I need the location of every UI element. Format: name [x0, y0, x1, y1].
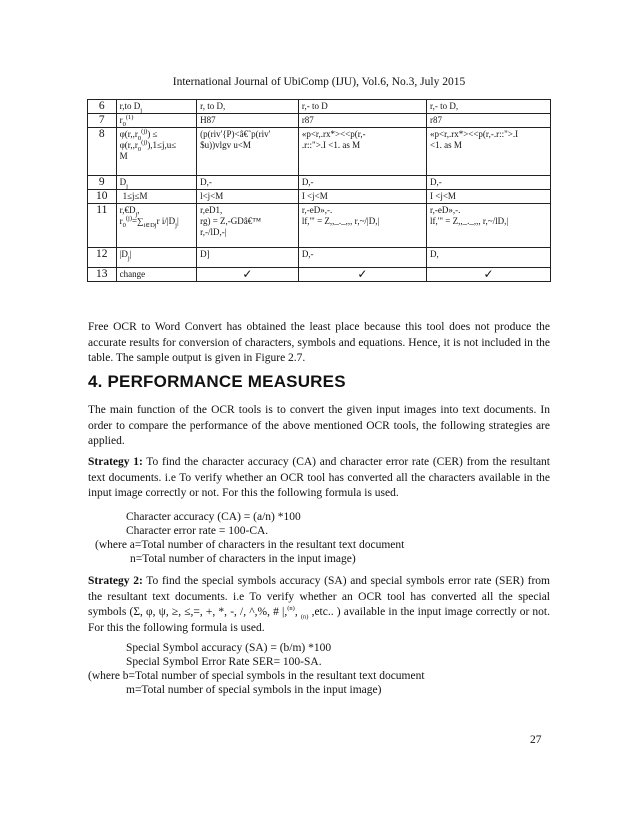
table-cell: r,-eD»,-. lf,'" = Z,,_._,,, r,~/lD,| [427, 204, 551, 248]
check-icon: ✓ [427, 268, 551, 282]
paragraph-free-ocr: Free OCR to Word Convert has obtained the least place because this tool does not produce the accurate results for conversion of characters, symbols and equations. Hence, it is not included in the table. The sample output is given in Figure 2.7. [88, 321, 550, 364]
journal-header: International Journal of UbiComp (IJU), Vol.6, No.3, July 2015 [172, 76, 466, 88]
table-cell: change [116, 268, 197, 282]
strategy-2-label: Strategy 2: [88, 575, 143, 587]
table-row [88, 176, 551, 190]
table-cell: $r_0^{(1)}$ [116, 114, 197, 128]
where-clause-n: n=Total number of characters in the input image) [130, 553, 356, 565]
table-cell: D,- [298, 176, 426, 190]
table-cell: D,- [298, 248, 426, 268]
formula-character-error-rate: Character error rate = 100-CA. [126, 525, 269, 537]
check-icon: ✓ [197, 268, 299, 282]
paragraph-intro: The main function of the OCR tools is to convert the given input images into text documents. In order to compare the performance of the above mentioned OCR tools, the following strategies are applied. [88, 404, 550, 447]
row-number: 7 [88, 114, 117, 128]
table-cell: D,- [427, 176, 551, 190]
table-cell: r,to $D_j$ [116, 100, 197, 114]
row-number: 12 [88, 248, 117, 268]
table-row [88, 128, 551, 176]
table-cell: D,- [197, 176, 299, 190]
formula-symbol-accuracy: Special Symbol accuracy (SA) = (b/m) *100 [126, 642, 332, 654]
table-cell: «p<r,.rx*><<p(r,- .r::">.I <1. as M [298, 128, 426, 176]
where-clause-m: m=Total number of special symbols in the input image) [126, 684, 382, 696]
table-row [88, 268, 551, 282]
table-cell: r87 [298, 114, 426, 128]
table-cell: I <j<M [427, 190, 551, 204]
row-number: 9 [88, 176, 117, 190]
table-cell: $|D_j|$ [116, 248, 197, 268]
table-cell: «p<r,.rx*><<p(r,-.r::">.I <1. as M [427, 128, 551, 176]
where-clause-a: (where a=Total number of characters in the resultant text document [95, 539, 405, 551]
table-cell: r,-eD»,-. lf,'" = Z,,_._,,, r,~/|D,| [298, 204, 426, 248]
table-row [88, 190, 551, 204]
table-cell: D] [197, 248, 299, 268]
table-cell: r,- to D, [427, 100, 551, 114]
where-clause-b: (where b=Total number of special symbols in the resultant text document [88, 670, 425, 682]
table-cell: $D_j$ [116, 176, 197, 190]
table-cell: r,- to D [298, 100, 426, 114]
formula-character-accuracy: Character accuracy (CA) = (a/n) *100 [126, 511, 301, 523]
table-row [88, 100, 551, 114]
table-cell: $\varphi(r,,r_0^{(j)})$ ≤ $\varphi(r,,r_0^{(j)}),1\le j,u\le$ M [116, 128, 197, 176]
table-cell: (p(riv'{P)<â€˜p(riv' $u))vlgv u<M [197, 128, 299, 176]
table-row [88, 114, 551, 128]
table-cell: r87 [427, 114, 551, 128]
formula-symbol-error-rate: Special Symbol Error Rate SER= 100-SA. [126, 656, 322, 668]
table-cell: 1≤j≤M [116, 190, 197, 204]
table-cell: $r,€D_j$, $r_0^{(j)}=\sum_{i\in Dj}r$ $i/|D_j|$ [116, 204, 197, 248]
check-icon: ✓ [298, 268, 426, 282]
table-cell: l<j<M [197, 190, 299, 204]
table-cell: D, [427, 248, 551, 268]
ocr-comparison-table [87, 99, 551, 282]
table-cell: r,eD1, rg) = Z,-GDâ€™ r,-/lD,-| [197, 204, 299, 248]
table-cell: I <j<M [298, 190, 426, 204]
table-cell: r, to D, [197, 100, 299, 114]
paragraph-strategy-2: Strategy 2: To find the special symbols accuracy (SA) and special symbols error rate (SER) from the resultant text documents. i.e To verify whether an OCR tool has converted all the special symbols (Σ, φ, ψ, ≥, ≤,=, +, *, -, /, ^,%, # |,$^{(n)}$, $_{(n)}$ ,etc.. ) available in the input image correctly or not. For this the following formula is used. [88, 575, 550, 634]
section-heading: 4. PERFORMANCE MEASURES [88, 372, 346, 391]
table-row [88, 248, 551, 268]
row-number: 6 [88, 100, 117, 114]
row-number: 8 [88, 128, 117, 176]
table-row [88, 204, 551, 248]
page-number: 27 [530, 734, 542, 746]
row-number: 13 [88, 268, 117, 282]
paragraph-strategy-1: Strategy 1: To find the character accuracy (CA) and character error rate (CER) from the resultant text documents. i.e To verify whether an OCR tool has converted all the characters available in the input image correctly or not. For this the following formula is used. [88, 456, 550, 499]
strategy-1-label: Strategy 1: [88, 456, 143, 468]
table-cell: H87 [197, 114, 299, 128]
row-number: 10 [88, 190, 117, 204]
row-number: 11 [88, 204, 117, 248]
